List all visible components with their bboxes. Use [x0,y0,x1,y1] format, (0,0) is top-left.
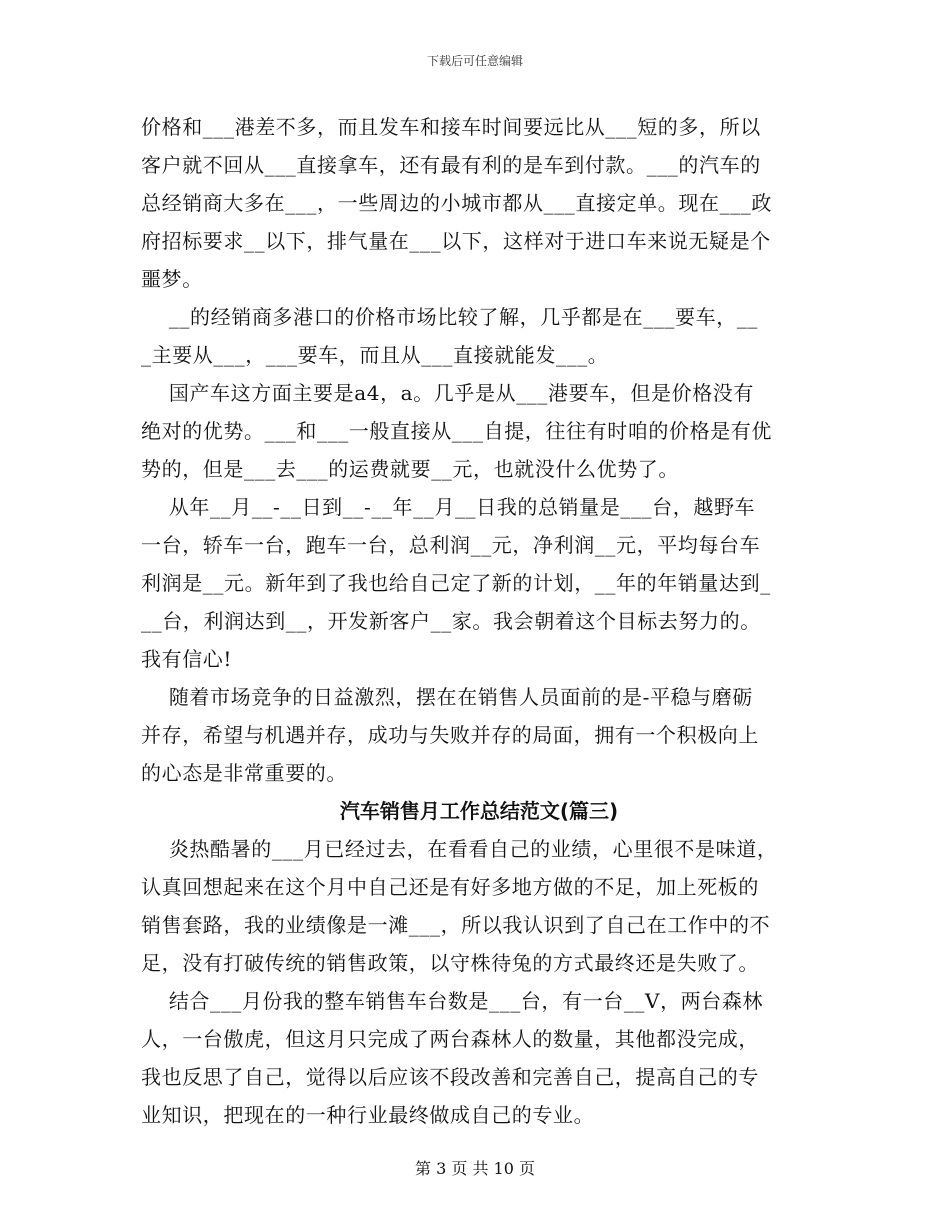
body-line: __台，利润达到__，开发新客户__家。我会朝着这个目标去努力的。 [141,609,761,633]
body-line: 绝对的优势。___和___一般直接从___自提，往往有时咱的价格是有优 [141,419,772,443]
page-header: 下载后可任意编辑 [426,54,523,68]
body-line: 我有信心! [141,647,233,671]
body-line: 利润是__元。新年到了我也给自己定了新的计划，__年的年销量达到_ [141,571,771,595]
section-line: 足，没有打破传统的销售政策，以守株待兔的方式最终还是失败了。 [141,951,759,975]
section-title: 汽车销售月工作总结范文(篇三) [339,799,619,823]
section-line: 人，一台傲虎，但这月只完成了两台森林人的数量，其他都没完成， [141,1027,759,1051]
body-line: 价格和___港差不多，而且发车和接车时间要远比从___短的多，所以 [141,115,761,139]
body-line: 并存，希望与机遇并存，成功与失败并存的局面，拥有一个积极向上 [141,723,759,747]
body-line: 国产车这方面主要是a4，a。几乎是从___港要车，但是价格没有 [141,381,755,405]
body-line: 总经销商大多在___，一些周边的小城市都从___直接定单。现在___政 [141,191,772,215]
body-line: _主要从___，___要车，而且从___直接就能发___。 [141,343,609,367]
body-line: 府招标要求__以下，排气量在___以下，这样对于进口车来说无疑是个 [141,229,771,253]
body-line: 势的，但是___去___的运费就要__元，也就没什么优势了。 [141,457,679,481]
body-line: 随着市场竞争的日益激烈，摆在在销售人员面前的是-平稳与磨砺 [141,685,753,709]
body-line: __的经销商多港口的价格市场比较了解，几乎都是在___要车，__ [141,305,759,329]
section-line: 销售套路，我的业绩像是一滩___，所以我认识到了自己在工作中的不 [141,913,771,937]
section-line: 认真回想起来在这个月中自己还是有好多地方做的不足，加上死板的 [141,875,759,899]
section-line: 业知识，把现在的一种行业最终做成自己的专业。 [141,1103,595,1127]
body-line: 噩梦。 [141,267,203,291]
body-line: 的心态是非常重要的。 [141,761,347,785]
section-line: 结合___月份我的整车销售车台数是___台，有一台__V，两台森林 [141,989,764,1013]
body-line: 从年__月__-__日到__-__年__月__日我的总销量是___台，越野车 [141,495,756,519]
section-line: 炎热酷暑的___月已经过去，在看看自己的业绩，心里很不是味道， [141,837,778,861]
page-footer: 第 3 页 共 10 页 [415,1159,535,1178]
section-line: 我也反思了自己，觉得以后应该不段改善和完善自己，提高自己的专 [141,1065,759,1089]
document-body [141,108,817,1134]
body-line: 客户就不回从___直接拿车，还有最有利的是车到付款。___的汽车的 [141,153,761,177]
body-line: 一台，轿车一台，跑车一台，总利润__元，净利润__元，平均每台车 [141,533,761,557]
